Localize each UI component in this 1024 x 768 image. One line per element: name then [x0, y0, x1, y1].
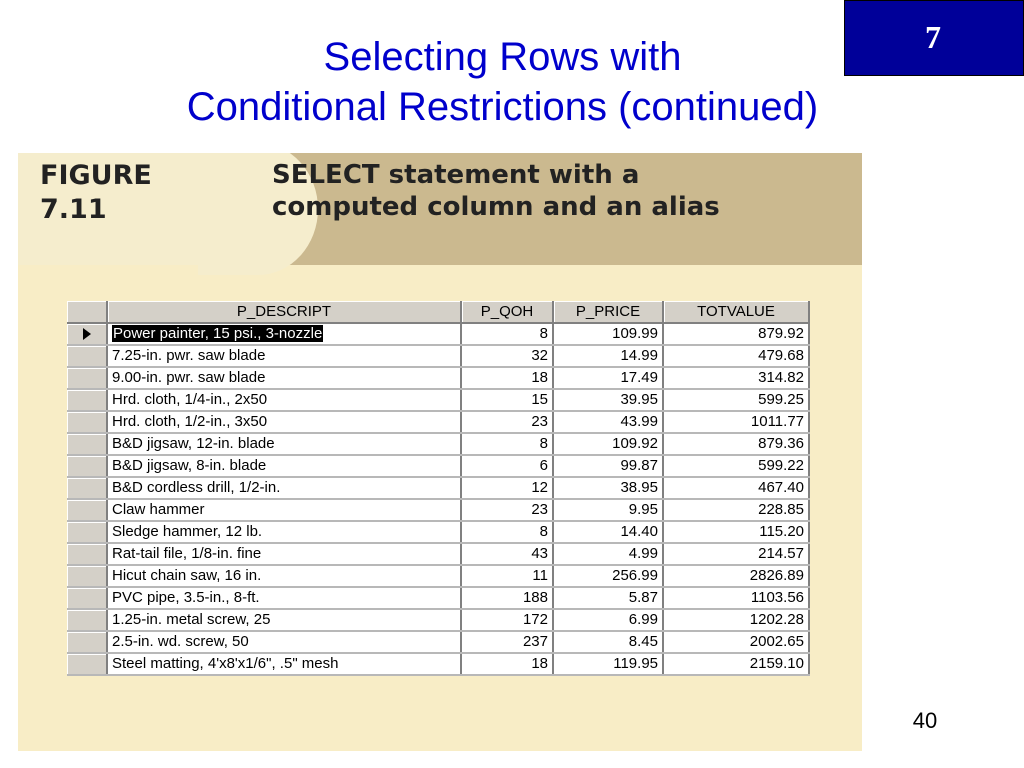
cell-p-qoh[interactable]: 172: [461, 609, 553, 631]
selected-cell-text: Power painter, 15 psi., 3-nozzle: [113, 325, 323, 342]
table-row[interactable]: [67, 433, 809, 455]
cell-p-descript[interactable]: 9.00-in. pwr. saw blade: [107, 367, 461, 389]
cell-p-descript[interactable]: 2.5-in. wd. screw, 50: [107, 631, 461, 653]
cell-p-descript[interactable]: B&D jigsaw, 12-in. blade: [107, 433, 461, 455]
cell-p-price[interactable]: 5.87: [553, 587, 663, 609]
cell-totvalue[interactable]: 467.40: [663, 477, 809, 499]
cell-totvalue[interactable]: 479.68: [663, 345, 809, 367]
cell-p-descript[interactable]: Hrd. cloth, 1/2-in., 3x50: [107, 411, 461, 433]
row-selector[interactable]: [67, 389, 107, 411]
cell-p-descript[interactable]: B&D jigsaw, 8-in. blade: [107, 455, 461, 477]
cell-p-qoh[interactable]: 6: [461, 455, 553, 477]
cell-totvalue[interactable]: 314.82: [663, 367, 809, 389]
cell-p-price[interactable]: 109.99: [553, 323, 663, 345]
cell-p-price[interactable]: 4.99: [553, 543, 663, 565]
cell-p-price[interactable]: 119.95: [553, 653, 663, 675]
table-row[interactable]: [67, 653, 809, 675]
cell-totvalue[interactable]: 228.85: [663, 499, 809, 521]
row-selector[interactable]: [67, 455, 107, 477]
slide-title-line2: Conditional Restrictions (continued): [186, 85, 819, 129]
cell-p-price[interactable]: 8.45: [553, 631, 663, 653]
query-result-grid: [67, 301, 810, 676]
table-row[interactable]: [67, 521, 809, 543]
column-header-p-price[interactable]: P_PRICE: [553, 301, 663, 323]
cell-p-descript[interactable]: Hrd. cloth, 1/4-in., 2x50: [107, 389, 461, 411]
cell-p-price[interactable]: 99.87: [553, 455, 663, 477]
row-selector[interactable]: [67, 543, 107, 565]
cell-p-qoh[interactable]: 15: [461, 389, 553, 411]
cell-p-qoh[interactable]: 23: [461, 499, 553, 521]
cell-p-descript[interactable]: 7.25-in. pwr. saw blade: [107, 345, 461, 367]
cell-totvalue[interactable]: 2002.65: [663, 631, 809, 653]
cell-totvalue[interactable]: 1103.56: [663, 587, 809, 609]
table-row[interactable]: [67, 345, 809, 367]
cell-p-descript[interactable]: [107, 323, 461, 345]
row-selector[interactable]: [67, 323, 107, 345]
row-selector[interactable]: [67, 565, 107, 587]
page-number: 40: [912, 708, 938, 733]
cell-p-qoh[interactable]: 8: [461, 323, 553, 345]
cell-p-qoh[interactable]: 43: [461, 543, 553, 565]
cell-p-descript[interactable]: 1.25-in. metal screw, 25: [107, 609, 461, 631]
cell-totvalue[interactable]: 2159.10: [663, 653, 809, 675]
grid-body: [67, 323, 809, 675]
cell-p-qoh[interactable]: 12: [461, 477, 553, 499]
cell-p-descript[interactable]: Rat-tail file, 1/8-in. fine: [107, 543, 461, 565]
figure-header: [18, 153, 862, 265]
cell-totvalue[interactable]: 599.25: [663, 389, 809, 411]
cell-p-qoh[interactable]: 8: [461, 433, 553, 455]
table-row[interactable]: [67, 455, 809, 477]
cell-p-price[interactable]: 14.40: [553, 521, 663, 543]
cell-p-qoh[interactable]: 18: [461, 653, 553, 675]
cell-p-descript[interactable]: Claw hammer: [107, 499, 461, 521]
cell-p-descript[interactable]: Steel matting, 4'x8'x1/6", .5" mesh: [107, 653, 461, 675]
figure-panel: [18, 153, 862, 751]
result-table: [67, 301, 810, 676]
header-row: [67, 301, 809, 323]
cell-p-qoh[interactable]: 23: [461, 411, 553, 433]
row-selector[interactable]: [67, 587, 107, 609]
row-selector[interactable]: [67, 411, 107, 433]
cell-p-qoh[interactable]: 32: [461, 345, 553, 367]
current-row-arrow-icon: [83, 328, 91, 340]
cell-p-qoh[interactable]: 11: [461, 565, 553, 587]
cell-totvalue[interactable]: 879.92: [663, 323, 809, 345]
row-selector[interactable]: [67, 609, 107, 631]
figure-caption-line2: computed column and an alias: [272, 192, 720, 222]
chapter-box: [844, 0, 1024, 76]
row-selector[interactable]: [67, 345, 107, 367]
cell-p-price[interactable]: 17.49: [553, 367, 663, 389]
table-row[interactable]: [67, 389, 809, 411]
chapter-number: 7: [925, 19, 941, 55]
cell-p-descript[interactable]: B&D cordless drill, 1/2-in.: [107, 477, 461, 499]
cell-p-descript[interactable]: PVC pipe, 3.5-in., 8-ft.: [107, 587, 461, 609]
table-row[interactable]: [67, 631, 809, 653]
cell-p-price[interactable]: 43.99: [553, 411, 663, 433]
cell-p-price[interactable]: 256.99: [553, 565, 663, 587]
cell-p-price[interactable]: 14.99: [553, 345, 663, 367]
slide-title-line1: Selecting Rows with: [323, 35, 682, 79]
table-row[interactable]: [67, 587, 809, 609]
column-header-totvalue[interactable]: TOTVALUE: [663, 301, 809, 323]
cell-totvalue[interactable]: 214.57: [663, 543, 809, 565]
cell-p-descript[interactable]: Sledge hammer, 12 lb.: [107, 521, 461, 543]
cell-p-price[interactable]: 38.95: [553, 477, 663, 499]
cell-p-qoh[interactable]: 8: [461, 521, 553, 543]
figure-caption-line1: SELECT statement with a: [272, 160, 640, 190]
row-selector[interactable]: [67, 499, 107, 521]
cell-totvalue[interactable]: 115.20: [663, 521, 809, 543]
table-row[interactable]: [67, 499, 809, 521]
row-selector[interactable]: [67, 653, 107, 675]
table-row[interactable]: [67, 543, 809, 565]
cell-p-price[interactable]: 9.95: [553, 499, 663, 521]
cell-totvalue[interactable]: 879.36: [663, 433, 809, 455]
cell-p-price[interactable]: 39.95: [553, 389, 663, 411]
column-header-p-qoh[interactable]: P_QOH: [461, 301, 553, 323]
row-selector-header[interactable]: [67, 301, 107, 323]
table-row[interactable]: [67, 323, 809, 345]
row-selector[interactable]: [67, 521, 107, 543]
table-row[interactable]: [67, 367, 809, 389]
row-selector[interactable]: [67, 433, 107, 455]
table-row[interactable]: [67, 565, 809, 587]
table-row[interactable]: [67, 411, 809, 433]
figure-caption: [272, 159, 720, 223]
row-selector[interactable]: [67, 477, 107, 499]
cell-totvalue[interactable]: 1011.77: [663, 411, 809, 433]
cell-totvalue[interactable]: 1202.28: [663, 609, 809, 631]
cell-p-price[interactable]: 6.99: [553, 609, 663, 631]
row-selector[interactable]: [67, 367, 107, 389]
table-row[interactable]: [67, 477, 809, 499]
cell-p-qoh[interactable]: 18: [461, 367, 553, 389]
row-selector[interactable]: [67, 631, 107, 653]
column-header-p-descript[interactable]: P_DESCRIPT: [107, 301, 461, 323]
cell-p-qoh[interactable]: 237: [461, 631, 553, 653]
table-row[interactable]: [67, 609, 809, 631]
cell-totvalue[interactable]: 2826.89: [663, 565, 809, 587]
cell-p-qoh[interactable]: 188: [461, 587, 553, 609]
cell-p-price[interactable]: 109.92: [553, 433, 663, 455]
figure-label-line1: FIGURE: [40, 160, 152, 191]
cell-totvalue[interactable]: 599.22: [663, 455, 809, 477]
figure-label: [40, 159, 152, 227]
figure-label-line2: 7.11: [40, 194, 107, 225]
cell-p-descript[interactable]: Hicut chain saw, 16 in.: [107, 565, 461, 587]
